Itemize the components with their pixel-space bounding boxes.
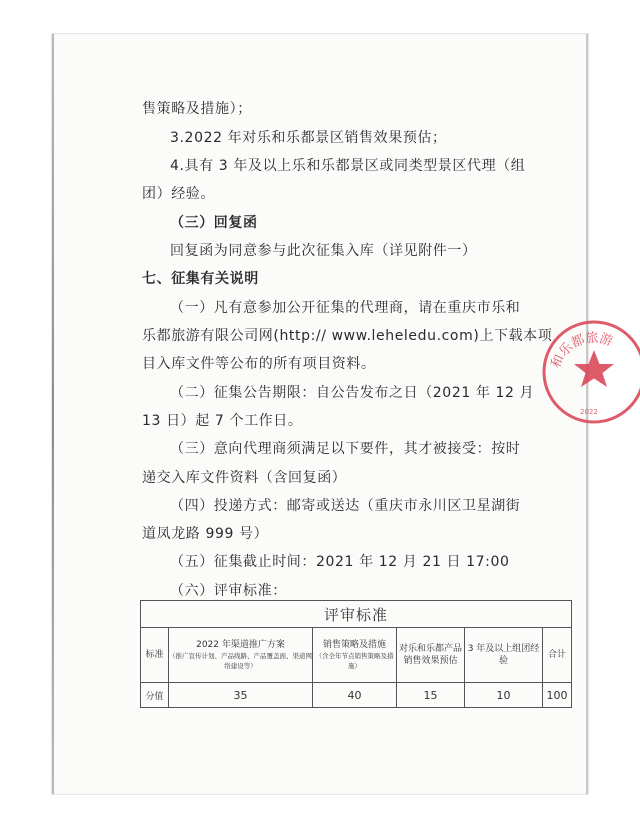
table-cell: 40 [313, 683, 397, 708]
text-line: 递交入库文件资料（含回复函） [142, 470, 347, 486]
table-cell: 35 [169, 683, 313, 708]
section-heading: 七、征集有关说明 [142, 271, 259, 287]
text-line: （六）评审标准： [170, 583, 287, 599]
seal-year: 2022 [580, 408, 598, 416]
review-criteria-table [140, 600, 572, 708]
column-title: 合计 [548, 650, 567, 660]
text-line: （三）意向代理商须满足以下要件，其才被接受：按时 [170, 441, 521, 457]
row-label-score: 分值 [141, 683, 169, 708]
star-icon [574, 350, 614, 387]
text-line: 4.具有 3 年及以上乐和乐都景区或同类型景区代理（组 [170, 158, 526, 174]
page-left-edge [52, 34, 54, 794]
text-line: （五）征集截止时间：2021 年 12 月 21 日 17:00 [170, 554, 510, 570]
column-header [169, 628, 313, 683]
table-cell: 100 [543, 683, 572, 708]
text-line: 目入库文件等公布的所有项目资料。 [142, 356, 376, 372]
text-line: 回复函为同意参与此次征集入库（详见附件一） [170, 243, 477, 259]
text-line: 13 日）起 7 个工作日。 [142, 413, 303, 429]
column-header [465, 628, 543, 683]
column-header [543, 628, 572, 683]
column-header [397, 628, 465, 683]
section-heading: （三）回复函 [170, 215, 258, 231]
table-caption: 评审标准 [141, 601, 572, 628]
text-line: （四）投递方式：邮寄或送达（重庆市永川区卫星湖街 [170, 498, 521, 514]
row-label-standard: 标准 [141, 628, 169, 683]
text-line: 乐都旅游有限公司网(http:// www.leheledu.com)上下载本项 [142, 328, 553, 344]
column-title: 销售策略及措施 [322, 640, 386, 650]
column-header [313, 628, 397, 683]
column-title: 3 年及以上组团经验 [467, 644, 540, 666]
text-line: 道凤龙路 999 号） [142, 526, 269, 542]
table-cell: 10 [465, 683, 543, 708]
official-seal [540, 318, 640, 426]
text-line: （二）征集公告期限：自公告发布之日（2021 年 12 月 [170, 385, 535, 401]
text-line: 3.2022 年对乐和乐都景区销售效果预估； [170, 130, 447, 146]
column-title: 2022 年渠道推广方案 [196, 640, 285, 650]
table-cell: 15 [397, 683, 465, 708]
text-line: 售策略及措施）； [142, 101, 252, 117]
seal-text: 和乐都旅游 [548, 330, 615, 371]
column-note: （含全年节点销售策略及措施） [315, 652, 394, 670]
text-line: （一）凡有意参加公开征集的代理商，请在重庆市乐和 [170, 300, 521, 316]
column-note: （推广宣传计划、产品线路、产品覆盖面、渠道网络建设等） [169, 652, 312, 670]
text-line: 团）经验。 [142, 186, 215, 202]
column-title: 对乐和乐都产品销售效果预估 [398, 644, 462, 666]
